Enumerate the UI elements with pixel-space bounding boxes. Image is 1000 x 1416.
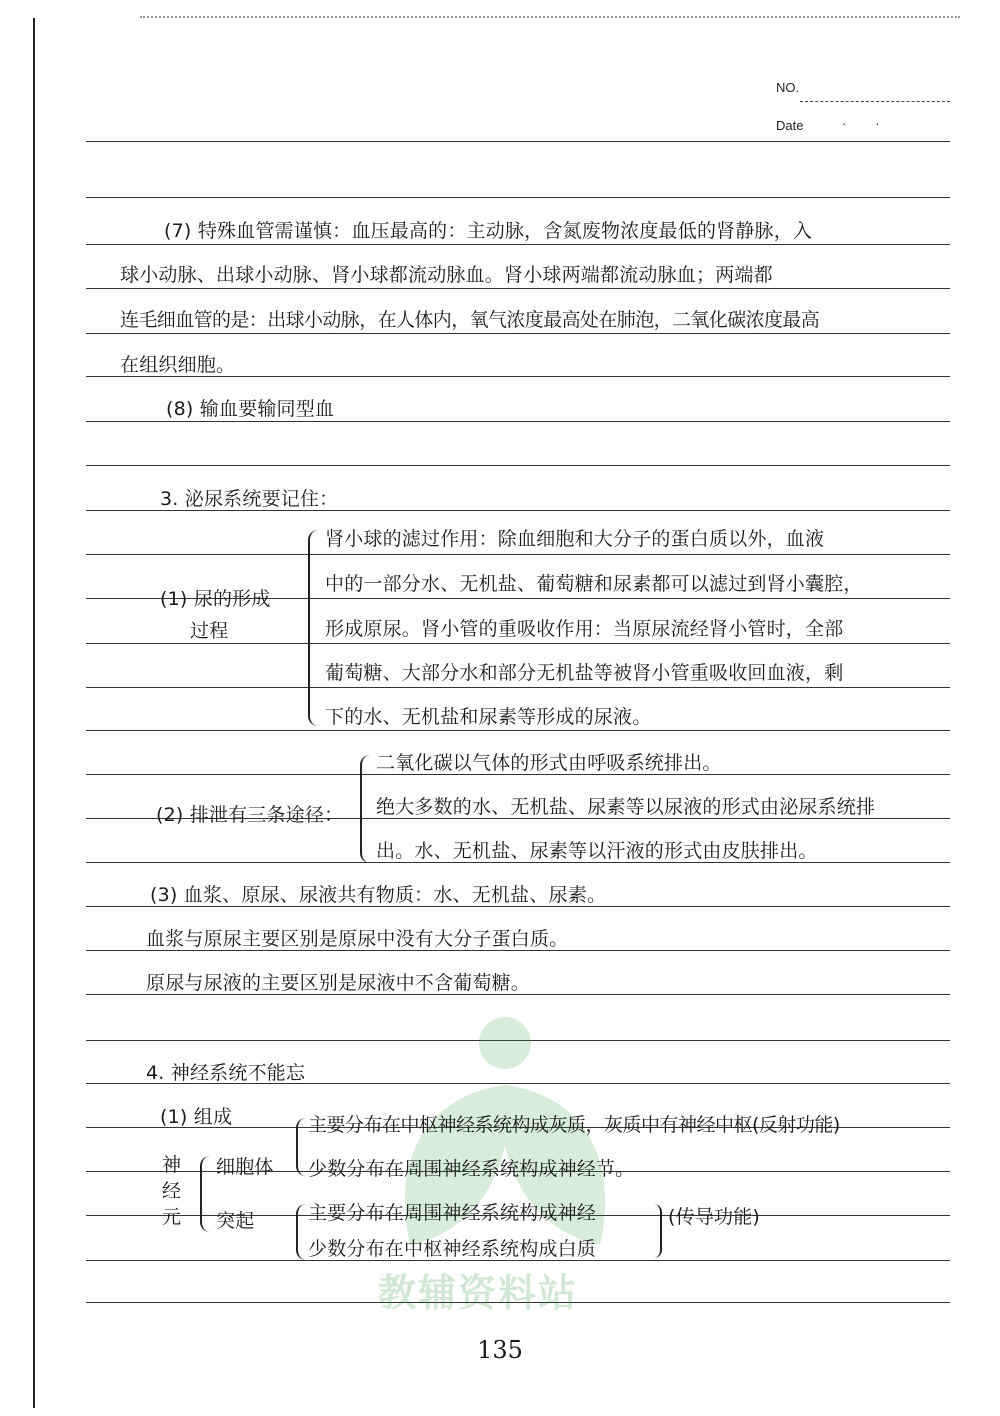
ruled-line [86,288,950,289]
neuron-char-2: 经 [162,1180,182,1202]
ruled-line [86,197,950,198]
no-field-line [800,101,950,102]
date-label: Date [776,118,804,133]
urine-line-3: 形成原尿。肾小管的重吸收作用：当原尿流经肾小管时，全部 [325,618,844,640]
cell-body-line-1: 主要分布在中枢神经系统构成灰质，灰质中有神经中枢(反射功能) [308,1114,840,1136]
ruled-line [86,141,950,142]
p7-line-3: 连毛细血管的是：出球小动脉，在人体内，氧气浓度最高处在肺泡，二氧化碳浓度最高 [120,309,820,331]
margin-line [33,18,35,1408]
ruled-line [86,643,950,644]
ruled-line [86,465,950,466]
sec4-title: 4. 神经系统不能忘 [146,1062,306,1084]
composition-label: (1) 组成 [160,1106,233,1128]
ruled-line [86,554,950,555]
cell-body-label: 细胞体 [216,1156,274,1178]
neuron-char-1: 神 [162,1154,182,1176]
ruled-line [86,906,950,907]
ruled-line [86,730,950,731]
p7-line-4: 在组织细胞。 [120,354,236,376]
urine-line-2: 中的一部分水、无机盐、葡萄糖和尿素都可以滤过到肾小囊腔， [325,573,863,595]
ruled-line [86,687,950,688]
sec3-title: 3. 泌尿系统要记住： [160,488,339,510]
excretion-label: (2) 排泄有三条途径： [156,804,344,826]
p3-line-1: (3) 血浆、原尿、尿液共有物质：水、无机盐、尿素。 [150,884,607,906]
ruled-line [86,862,950,863]
brace [296,1204,306,1260]
brace [296,1118,306,1176]
p7-line-2: 球小动脉、出球小动脉、肾小球都流动脉血。肾小球两端都流动脉血；两端都 [120,264,773,286]
p3-line-3: 原尿与尿液的主要区别是尿液中不含葡萄糖。 [146,972,531,994]
ruled-line [86,510,950,511]
brace [200,1156,210,1232]
top-perforation [140,16,960,18]
excretion-line-2: 绝大多数的水、无机盐、尿素等以尿液的形式由泌尿系统排 [376,796,876,818]
process-label: 突起 [216,1210,255,1232]
ruled-line [86,774,950,775]
ruled-line [86,333,950,334]
p7-line-1: (7) 特殊血管需谨慎：血压最高的：主动脉，含氮废物浓度最低的肾静脉，入 [164,220,813,242]
cell-body-line-2: 少数分布在周围神经系统构成神经节。 [308,1158,635,1180]
watermark-text: 教辅资料站 [378,1271,579,1315]
ruled-line [86,244,950,245]
brace [652,1204,662,1258]
urine-line-4: 葡萄糖、大部分水和部分无机盐等被肾小管重吸收回血液，剩 [325,662,844,684]
brace [360,755,372,863]
process-line-2: 少数分布在中枢神经系统构成白质 [308,1238,597,1260]
ruled-line [86,376,950,377]
no-label: NO. [776,80,800,95]
conduction-label: (传导功能) [668,1206,761,1228]
process-line-1: 主要分布在周围神经系统构成神经 [308,1202,597,1224]
p3-line-2: 血浆与原尿主要区别是原尿中没有大分子蛋白质。 [146,928,569,950]
date-dot: · · [842,116,880,131]
ruled-line [86,994,950,995]
ruled-line [86,421,950,422]
p8-line: (8) 输血要输同型血 [166,398,335,420]
excretion-line-3: 出。水、无机盐、尿素等以汗液的形式由皮肤排出。 [376,840,818,862]
neuron-char-3: 元 [162,1206,182,1228]
urine-line-5: 下的水、无机盐和尿素等形成的尿液。 [325,706,652,728]
page-number: 135 [477,1336,523,1364]
urine-line-1: 肾小球的滤过作用：除血细胞和大分子的蛋白质以外，血液 [325,528,825,550]
urine-label-1: (1) 尿的形成 [160,588,271,610]
ruled-line [86,950,950,951]
urine-label-2: 过程 [190,620,229,642]
brace [308,530,320,726]
excretion-line-1: 二氧化碳以气体的形式由呼吸系统排出。 [376,752,722,774]
